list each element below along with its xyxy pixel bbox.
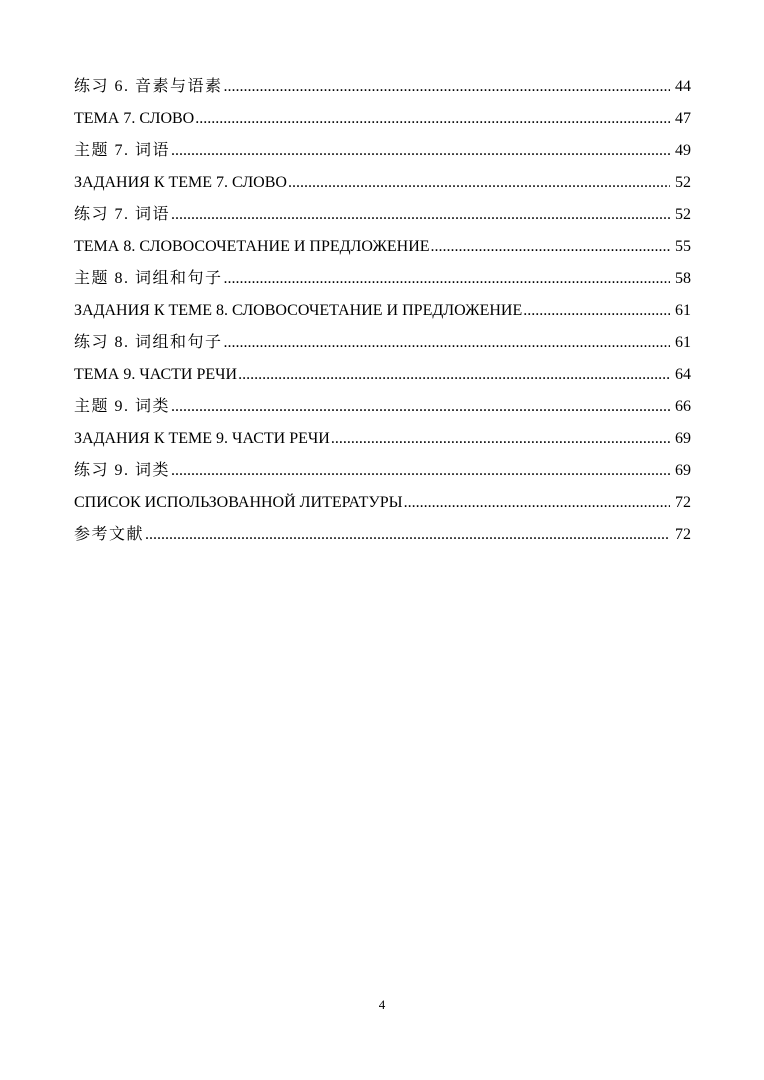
toc-entry-title: ТЕМА 7. СЛОВО — [74, 110, 195, 127]
toc-entry[interactable] — [74, 71, 691, 103]
toc-entry-page: 64 — [675, 366, 691, 383]
toc-entry[interactable] — [74, 455, 691, 487]
toc-entry[interactable] — [74, 519, 691, 551]
toc-dot-leader — [171, 199, 670, 231]
toc-entry-title: СПИСОК ИСПОЛЬЗОВАННОЙ ЛИТЕРАТУРЫ — [74, 494, 403, 511]
toc-entry[interactable] — [74, 103, 691, 135]
toc-entry-title: 主题 7. 词语 — [74, 142, 171, 159]
toc-entry-page: 55 — [675, 238, 691, 255]
toc-entry-page: 44 — [675, 78, 691, 95]
toc-entry[interactable] — [74, 327, 691, 359]
toc-entry[interactable] — [74, 167, 691, 199]
toc-entry[interactable] — [74, 231, 691, 263]
toc-entry-page: 49 — [675, 142, 691, 159]
toc-entry-title: 练习 9. 词类 — [74, 462, 171, 479]
toc-entry-title: ЗАДАНИЯ К ТЕМЕ 8. СЛОВОСОЧЕТАНИЕ И ПРЕДЛОЖЕНИЕ — [74, 302, 523, 319]
toc-entry-page: 47 — [675, 110, 691, 127]
toc-entry-title: 练习 6. 音素与语素 — [74, 78, 223, 95]
toc-dot-leader — [145, 519, 670, 551]
toc-dot-leader — [331, 423, 670, 455]
toc-dot-leader — [171, 391, 670, 423]
toc-entry-page: 72 — [675, 526, 691, 543]
toc-dot-leader — [195, 103, 670, 135]
toc-entry[interactable] — [74, 359, 691, 391]
toc-entry[interactable] — [74, 199, 691, 231]
toc-dot-leader — [238, 359, 670, 391]
toc-entry-page: 52 — [675, 206, 691, 223]
toc-entry[interactable] — [74, 295, 691, 327]
toc-entry[interactable] — [74, 135, 691, 167]
toc-dot-leader — [523, 295, 670, 327]
toc-entry-title: ЗАДАНИЯ К ТЕМЕ 9. ЧАСТИ РЕЧИ — [74, 430, 330, 447]
toc-entry-title: 主题 9. 词类 — [74, 398, 171, 415]
page-number: 4 — [378, 997, 386, 1012]
toc-dot-leader — [171, 135, 670, 167]
toc-entry[interactable] — [74, 423, 691, 455]
toc-entry-page: 61 — [675, 334, 691, 351]
toc-entry-page: 58 — [675, 270, 691, 287]
toc-dot-leader — [224, 263, 670, 295]
toc-entry-page: 61 — [675, 302, 691, 319]
table-of-contents — [74, 71, 691, 551]
toc-entry-page: 69 — [675, 462, 691, 479]
toc-entry-title: ТЕМА 8. СЛОВОСОЧЕТАНИЕ И ПРЕДЛОЖЕНИЕ — [74, 238, 430, 255]
toc-entry-page: 72 — [675, 494, 691, 511]
toc-entry-title: 练习 7. 词语 — [74, 206, 171, 223]
toc-entry-page: 69 — [675, 430, 691, 447]
toc-entry-title: ЗАДАНИЯ К ТЕМЕ 7. СЛОВО — [74, 174, 287, 191]
toc-entry-page: 66 — [675, 398, 691, 415]
toc-entry[interactable] — [74, 391, 691, 423]
toc-entry-title: 主题 8. 词组和句子 — [74, 270, 223, 287]
toc-entry-title: 练习 8. 词组和句子 — [74, 334, 223, 351]
toc-entry[interactable] — [74, 487, 691, 519]
toc-entry[interactable] — [74, 263, 691, 295]
toc-dot-leader — [431, 231, 670, 263]
toc-entry-title: ТЕМА 9. ЧАСТИ РЕЧИ — [74, 366, 238, 383]
toc-dot-leader — [224, 71, 670, 103]
toc-entry-title: 参考文献 — [74, 526, 145, 543]
toc-dot-leader — [288, 167, 670, 199]
toc-dot-leader — [171, 455, 670, 487]
toc-entry-page: 52 — [675, 174, 691, 191]
toc-dot-leader — [224, 327, 670, 359]
toc-dot-leader — [404, 487, 670, 519]
